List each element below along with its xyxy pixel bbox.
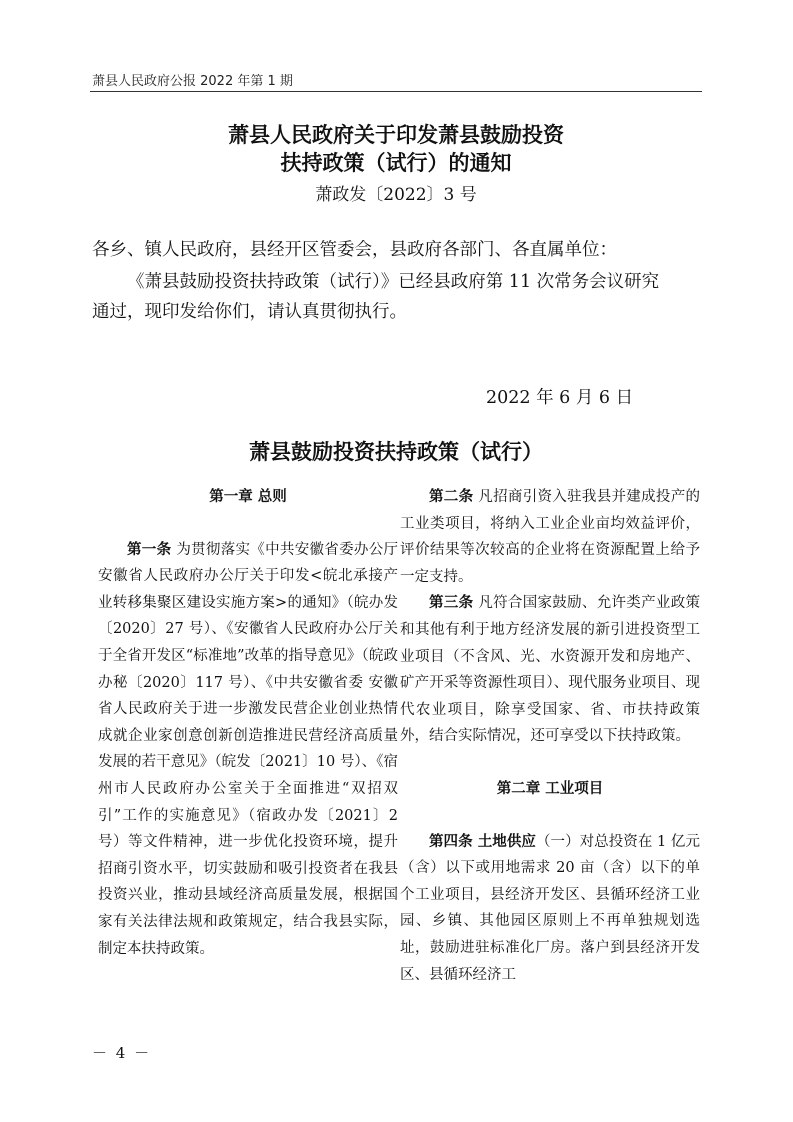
notice-body-line-2: 通过，现印发给你们，请认真贯彻执行。 xyxy=(92,302,407,322)
article-3-label: 第三条 xyxy=(429,595,474,612)
article-2-text: 凡招商引资入驻我县并建成投产的工业类项目，将纳入工业企业亩均效益评价，评价结果等次较高的企业将在资源配置上给予一定支持。 xyxy=(400,489,701,585)
article-4 xyxy=(400,829,700,989)
chapter-1-heading: 第一章 总则 xyxy=(209,489,287,505)
chapter-2-heading: 第二章 工业项目 xyxy=(496,780,604,797)
article-3-text: 凡符合国家鼓励、允许类产业政策和其他有利于地方经济发展的新引进投资型工业项目（不含风、光、水资源开发和房地产、矿产开采等资源性项目）、现代服务业项目、现代农业项目，除享受国家、省、市扶持政策外，结合实际情况，还可享受以下扶持政策。 xyxy=(400,595,701,745)
notice-title-line-1: 萧县人民政府关于印发萧县鼓励投资 xyxy=(228,122,564,147)
article-2-label: 第二条 xyxy=(429,489,474,505)
issue-date: 2022 年 6 月 6 日 xyxy=(486,388,634,408)
page-number: － 4 － xyxy=(92,1044,152,1062)
policy-title: 萧县鼓励投资扶持政策（试行） xyxy=(249,439,543,464)
article-4-text: （一）对总投资在 1 亿元（含）以下或用地需求 20 亩（含）以下的单个工业项目，县经济开发区、县循环经济工业园、乡镇、其他园区原则上不再单独规划选址，鼓励进驻标准化厂房。落户到县经济开发区、县循环经济工 xyxy=(400,833,700,983)
document-number: 萧政发〔2022〕3 号 xyxy=(315,185,477,205)
notice-body-line-1: 《萧县鼓励投资扶持政策（试行）》已经县政府第 11 次常务会议研究 xyxy=(127,272,660,292)
article-1-text: 为贯彻落实《中共安徽省委办公厅 安徽省人民政府办公厅关于印发<皖北承接产业转移集聚区建设实施方案>的通知》（皖办发〔2020〕27 号）、《安徽省人民政府办公厅关于全省开发区“标准地”改革的指导意见》（皖政办秘〔2020〕117 号）、《中共安徽省委 安徽省人民政府关于进一步激发民营企业创业热情成就企业家创意创新创造推进民营经济高质量发展的若干意见》（皖发〔2021〕10 号）、《宿州市人民政府办公室关于全面推进“双招双引”工作的实施意见》（宿政办发〔2021〕2 号）等文件精神，进一步优化投资环境，提升招商引资水平，切实鼓励和吸引投资者在我县投资兴业，推动县域经济高质量发展，根据国家有关法律法规和政策规定，结合我县实际，制定本扶持政策。 xyxy=(98,541,399,957)
article-3 xyxy=(400,590,700,750)
left-column xyxy=(98,484,398,962)
article-1 xyxy=(98,537,398,963)
article-4-label: 第四条 土地供应 xyxy=(429,833,536,850)
bulletin-header-text: 萧县人民政府公报 2022 年第 1 期 xyxy=(92,74,293,89)
notice-title-line-2: 扶持政策（试行）的通知 xyxy=(280,150,512,175)
header-divider xyxy=(90,91,702,92)
article-2 xyxy=(400,484,700,590)
article-1-label: 第一条 xyxy=(127,541,172,558)
addressee-line: 各乡、镇人民政府，县经开区管委会，县政府各部门、各直属单位： xyxy=(92,240,617,260)
right-column xyxy=(400,484,700,988)
